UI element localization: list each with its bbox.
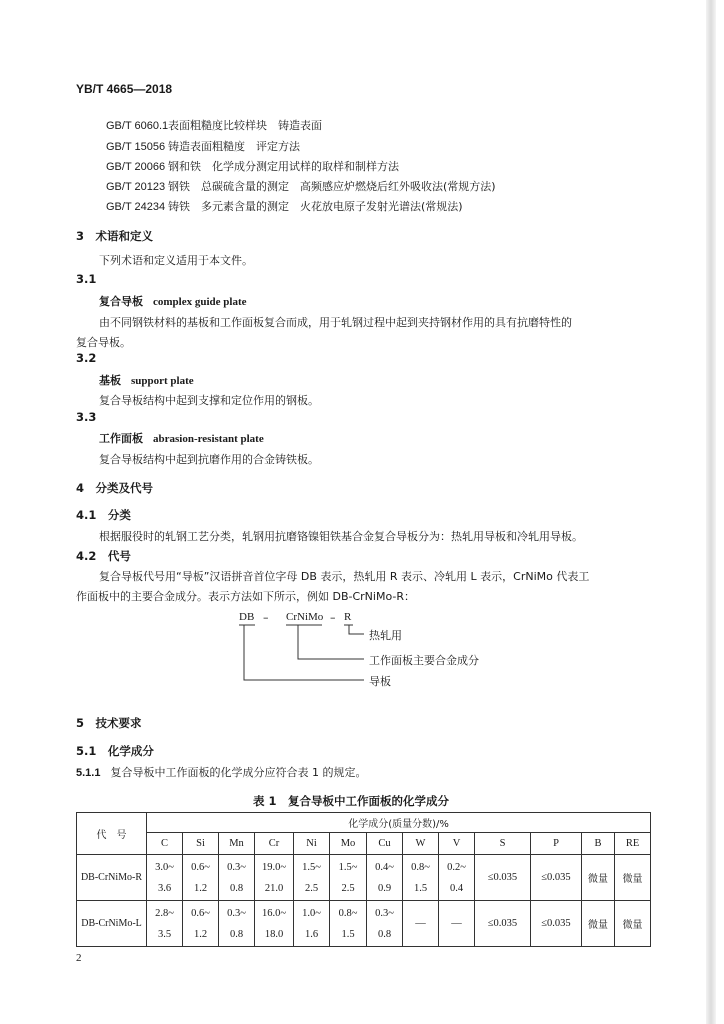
cell-range [147,901,183,947]
diagram-label-hot-rolling: 热轧用 [369,629,402,642]
cell-min: 0.8~ [338,907,358,919]
section-4-1-heading: 4.1 分类 [76,508,131,522]
section-5-1-1 [76,764,366,780]
standard-ref [106,117,322,133]
term-en: abrasion-resistant plate [153,433,264,445]
section-4-2-text: 复合导板代号用“导板”汉语拼音首位字母 DB 表示，热轧用 R 表示、冷轧用 L 表示，CrNiMo 代表工 [99,570,590,583]
term-zh: 复合导板 [99,295,143,308]
section-4-heading: 4 分类及代号 [76,481,154,495]
cell-min: 1.0~ [302,907,321,919]
cell-range [219,901,255,947]
section-4-1-text: 根据服役时的轧钢工艺分类，轧钢用抗磨铬镍钼铁基合金复合导板分为：热轧用导板和冷轧用导板。 [99,530,583,543]
standard-title: 表面粗糙度比较样块 铸造表面 [168,119,322,132]
cell-range [147,855,183,901]
term-en: support plate [131,375,194,387]
section-5-heading: 5 技术要求 [76,716,142,730]
standard-code: GB/T 20123 [106,181,166,193]
cell-p: ≤0.035 [531,901,582,947]
cell-min: 1.5~ [338,861,358,873]
cell-min: 0.3~ [227,861,246,873]
table-row [77,901,651,947]
header-element: B [582,833,615,855]
cell-max: 0.8 [229,928,244,940]
standard-code: GB/T 24234 [106,201,166,213]
cell-range [294,901,330,947]
term-title [99,430,264,446]
cell-min: 1.5~ [302,861,321,873]
cell-v: — [439,901,475,947]
row-code: DB-CrNiMo-L [77,901,147,947]
cell-range [183,901,219,947]
header-group: 化学成分(质量分数)/% [147,813,651,833]
cell-min: 0.3~ [375,907,394,919]
designation-diagram [230,605,490,690]
standard-ref [106,198,463,214]
term-title [99,372,194,388]
cell-w: — [403,901,439,947]
cell-range [183,855,219,901]
cell-range [330,901,367,947]
cell-re: 微量 [615,901,651,947]
standard-code: GB/T 15056 [106,141,166,153]
cell-min: 19.0~ [261,861,287,873]
chemical-composition-table [76,812,651,947]
section-4-2-heading: 4.2 代号 [76,549,131,563]
cell-max: 1.5 [413,882,428,894]
cell-min: 0.6~ [191,907,210,919]
diagram-dash: – [263,611,269,624]
document-code-header: YB/T 4665—2018 [76,82,173,96]
header-code: 代 号 [77,813,147,855]
cell-re: 微量 [615,855,651,901]
cell-min: 3.0~ [155,861,174,873]
cell-s: ≤0.035 [475,855,531,901]
cell-b: 微量 [582,855,615,901]
diagram-label-alloy: 工作面板主要合金成分 [369,654,479,667]
standard-title: 钢和铁 化学成分测定用试样的取样和制样方法 [168,160,399,173]
cell-max: 1.2 [193,928,208,940]
cell-min: 0.4~ [375,861,394,873]
cell-max: 3.5 [157,928,172,940]
header-element: Ni [294,833,330,855]
term-definition-cont: 复合导板。 [76,336,131,349]
cell-s: ≤0.035 [475,901,531,947]
cell-min: 0.6~ [191,861,210,873]
diagram-dash: – [330,611,336,624]
row-code: DB-CrNiMo-R [77,855,147,901]
term-definition: 复合导板结构中起到抗磨作用的合金铸铁板。 [99,453,319,466]
section-4-2-text-cont: 作面板中的主要合金成分。表示方法如下所示，例如 DB-CrNiMo-R： [76,590,416,603]
cell-b: 微量 [582,901,615,947]
page-number: 2 [76,952,82,964]
cell-min: 0.2~ [447,861,466,873]
cell-max: 18.0 [264,928,284,940]
diagram-part-db: DB [239,611,255,623]
term-number: 3.1 [76,272,97,286]
standard-code: GB/T 6060.1 [106,120,169,132]
header-element: S [475,833,531,855]
header-element: Cu [367,833,403,855]
cell-range [439,855,475,901]
section-3-intro: 下列术语和定义适用于本文件。 [99,254,253,267]
cell-range [294,855,330,901]
term-definition: 由不同钢铁材料的基板和工作面板复合而成，用于轧钢过程中起到夹持钢材作用的具有抗磨特性的 [99,316,572,329]
term-title [99,293,247,309]
diagram-connector-lines [230,605,490,690]
cell-max: 0.4 [449,882,464,894]
cell-max: 1.5 [341,928,355,940]
standard-code: GB/T 20066 [106,161,166,173]
standard-title: 铸铁 多元素含量的测定 火花放电原子发射光谱法(常规法) [168,200,463,213]
cell-max: 2.5 [341,882,355,894]
header-element: W [403,833,439,855]
cell-max: 0.8 [377,928,392,940]
cell-p: ≤0.035 [531,855,582,901]
header-element: Si [183,833,219,855]
cell-min: 0.8~ [411,861,430,873]
header-element: Cr [255,833,294,855]
table-title: 表 1 复合导板中工作面板的化学成分 [253,794,450,808]
cell-min: 0.3~ [227,907,246,919]
term-definition: 复合导板结构中起到支撑和定位作用的钢板。 [99,394,319,407]
clause-number: 5.1.1 [76,767,101,779]
cell-max: 3.6 [157,882,172,894]
cell-max: 1.6 [304,928,319,940]
header-element: RE [615,833,651,855]
header-element: C [147,833,183,855]
cell-range [367,855,403,901]
header-element: Mo [330,833,367,855]
cell-range [219,855,255,901]
section-3-heading: 3 术语和定义 [76,229,154,243]
diagram-part-r: R [344,611,352,623]
cell-range [255,855,294,901]
cell-range [403,855,439,901]
cell-range [330,855,367,901]
standard-title: 钢铁 总碳硫含量的测定 高频感应炉燃烧后红外吸收法(常规方法) [168,180,496,193]
cell-max: 0.8 [229,882,244,894]
cell-max: 0.9 [377,882,392,894]
diagram-part-crnimo: CrNiMo [286,611,324,623]
term-en: complex guide plate [153,296,247,308]
cell-min: 16.0~ [261,907,287,919]
standard-title: 铸造表面粗糙度 评定方法 [168,140,300,153]
term-number: 3.3 [76,410,97,424]
term-number: 3.2 [76,351,97,365]
cell-max: 21.0 [264,882,284,894]
table-row [77,855,651,901]
standard-ref [106,178,496,194]
header-element: Mn [219,833,255,855]
term-zh: 基板 [99,374,121,387]
cell-range [255,901,294,947]
standard-ref [106,158,399,174]
header-element: V [439,833,475,855]
term-zh: 工作面板 [99,432,143,445]
page-edge-shadow [706,0,716,1024]
clause-text: 复合导板中工作面板的化学成分应符合表 1 的规定。 [110,766,367,779]
standard-ref [106,138,300,154]
cell-max: 1.2 [193,882,208,894]
cell-max: 2.5 [304,882,319,894]
cell-range [367,901,403,947]
section-5-1-heading: 5.1 化学成分 [76,744,154,758]
diagram-label-guide-plate: 导板 [369,675,391,688]
cell-min: 2.8~ [155,907,174,919]
header-element: P [531,833,582,855]
